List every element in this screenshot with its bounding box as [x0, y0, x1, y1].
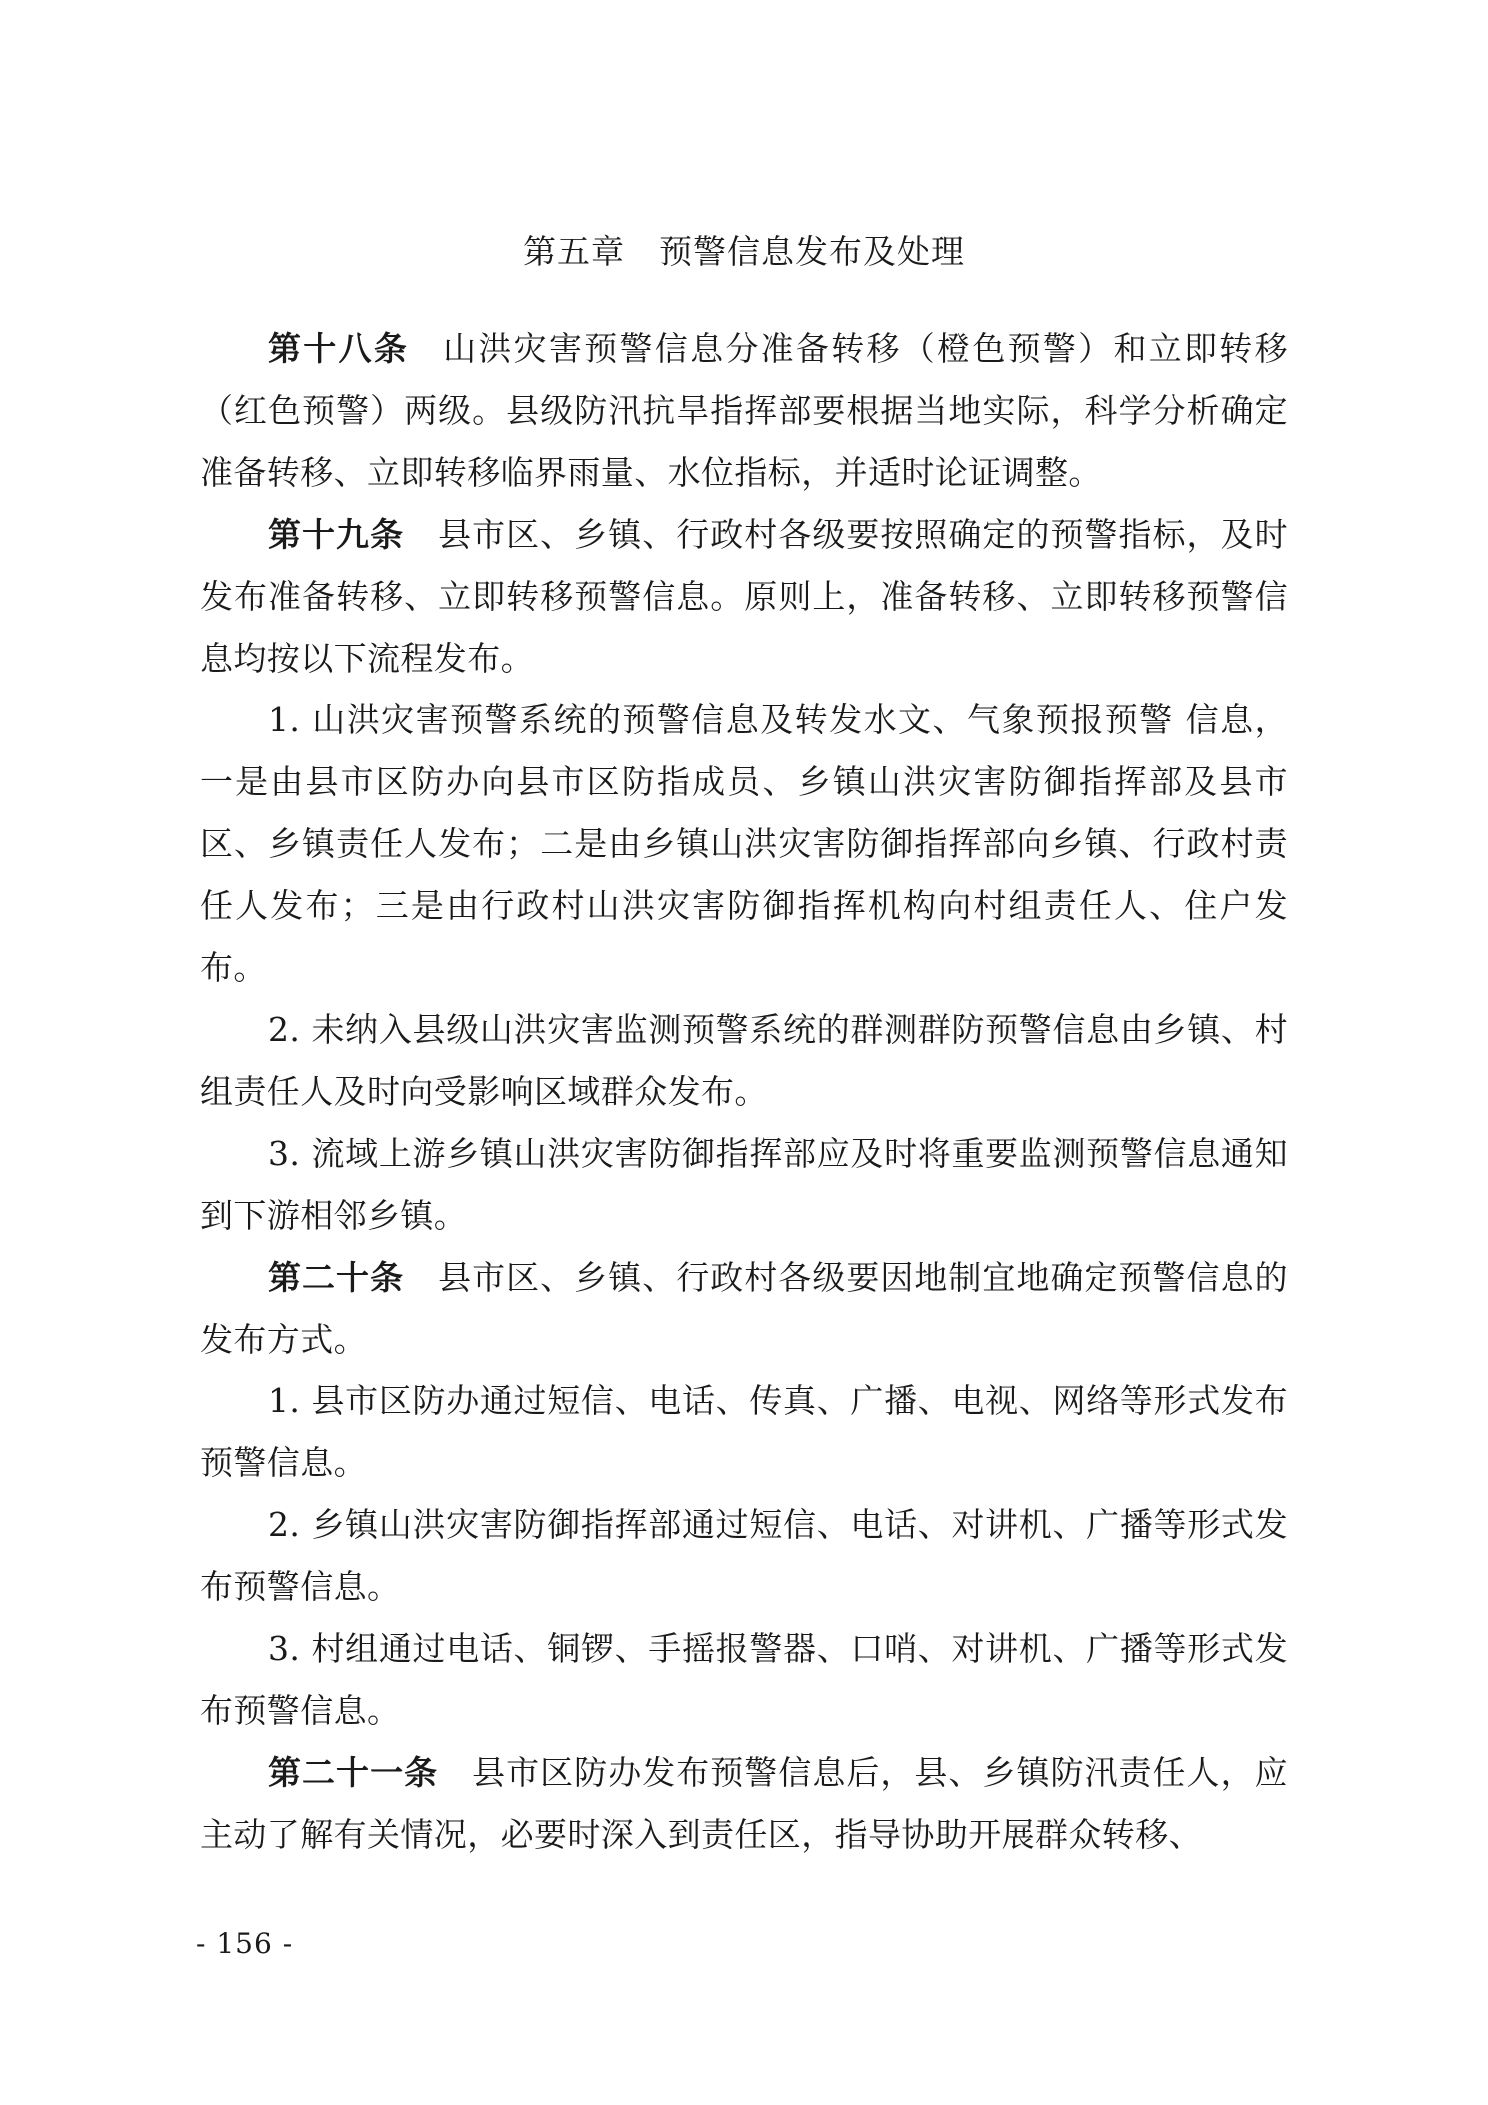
- paragraph-text: 县市区、乡镇、行政村各级要按照确定的预警指标，及时发布准备转移、立即转移预警信息。原则上，准备转移、立即转移预警信息均按以下流程发布。: [200, 514, 1288, 678]
- paragraph-text: 2. 未纳入县级山洪灾害监测预警系统的群测群防预警信息由乡镇、村组责任人及时向受影响区域群众发布。: [200, 1009, 1288, 1111]
- paragraph-item: [200, 1618, 1288, 1742]
- paragraph-text: 3. 村组通过电话、铜锣、手摇报警器、口哨、对讲机、广播等形式发布预警信息。: [200, 1629, 1288, 1730]
- paragraph-text: 2. 乡镇山洪灾害防御指挥部通过短信、电话、对讲机、广播等形式发布预警信息。: [200, 1505, 1288, 1607]
- paragraph-text: 山洪灾害预警信息分准备转移（橙色预警）和立即转移（红色预警）两级。县级防汛抗旱指挥部要根据当地实际，科学分析确定准备转移、立即转移临界雨量、水位指标，并适时论证调整。: [200, 329, 1288, 492]
- paragraph-text: 县市区防办发布预警信息后，县、乡镇防汛责任人，应主动了解有关情况，必要时深入到责任区，指导协助开展群众转移、: [200, 1752, 1288, 1854]
- paragraph-item: [200, 1370, 1288, 1494]
- paragraph-text: 县市区、乡镇、行政村各级要因地制宜地确定预警信息的发布方式。: [200, 1257, 1288, 1359]
- chapter-number: 第五章: [523, 232, 625, 271]
- paragraph-text: 1. 县市区防办通过短信、电话、传真、广播、电视、网络等形式发布预警信息。: [200, 1381, 1288, 1483]
- page-number: - 156 -: [196, 1927, 294, 1960]
- paragraph-text: 1. 山洪灾害预警系统的预警信息及转发水文、气象预报预警 信息，一是由县市区防办向县市区防指成员、乡镇山洪灾害防御指挥部及县市区、乡镇责任人发布；二是由乡镇山洪灾害防御指挥部向乡镇、行政村责任人发布；三是由行政村山洪灾害防御指挥机构向村组责任人、住户发布。: [200, 700, 1288, 988]
- paragraph-article-19: [200, 504, 1288, 690]
- article-label: 第十八条: [268, 329, 410, 368]
- paragraph-article-20: [200, 1247, 1288, 1371]
- paragraph-article-18: [200, 318, 1288, 504]
- article-label: 第二十一条: [268, 1752, 439, 1792]
- chapter-title: [200, 226, 1288, 278]
- paragraph-item: [200, 1494, 1288, 1618]
- paragraph-text: 3. 流域上游乡镇山洪灾害防御指挥部应及时将重要监测预警信息通知到下游相邻乡镇。: [200, 1133, 1288, 1235]
- paragraph-item: [200, 999, 1288, 1123]
- chapter-heading: 预警信息发布及处理: [659, 232, 965, 271]
- paragraph-article-21: [200, 1742, 1288, 1866]
- document-body: [200, 318, 1288, 1866]
- article-label: 第十九条: [268, 514, 405, 554]
- paragraph-item: [200, 689, 1288, 999]
- article-label: 第二十条: [268, 1257, 405, 1297]
- paragraph-item: [200, 1123, 1288, 1247]
